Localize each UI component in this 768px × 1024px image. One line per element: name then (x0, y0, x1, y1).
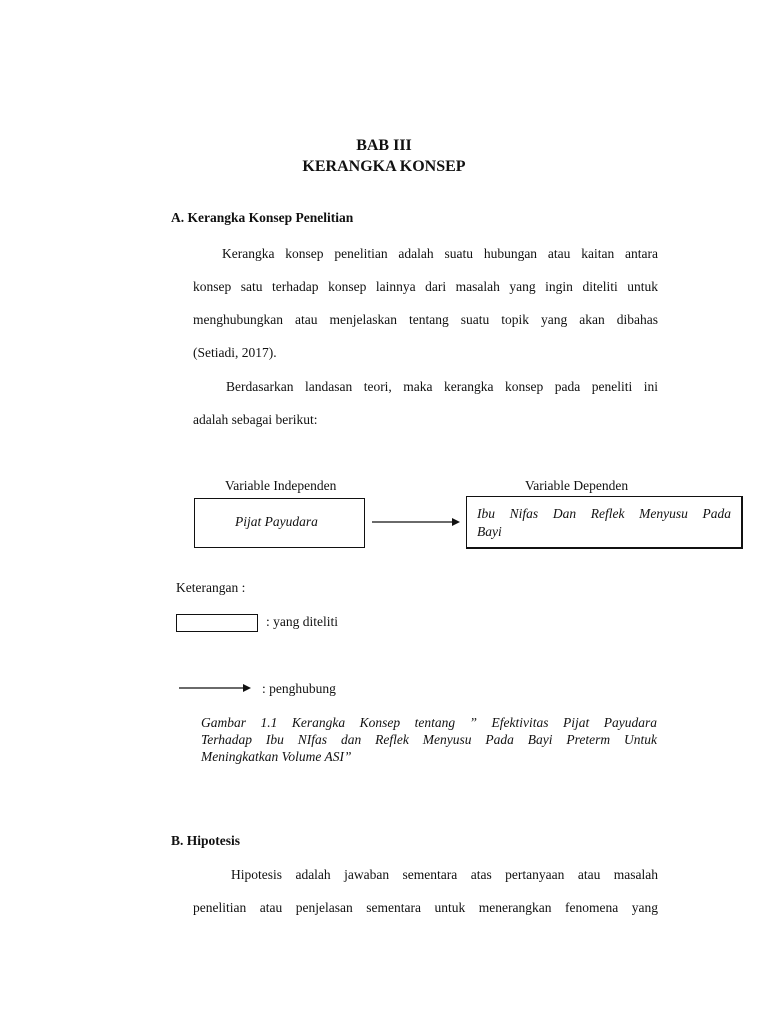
chapter-number: BAB III (356, 137, 412, 154)
caption-line: Terhadap Ibu NIfas dan Reflek Menyusu Pada Bayi Preterm Untuk (201, 732, 657, 747)
chapter-title: KERANGKA KONSEP (302, 158, 466, 175)
dependent-variable-text-line2: Bayi (477, 524, 502, 539)
figure-caption (201, 714, 657, 765)
independent-variable-label: Variable Independen (225, 478, 337, 493)
relationship-arrow (372, 515, 460, 529)
paragraph-line: adalah sebagai berikut: (193, 412, 318, 427)
paragraph-line: menghubungkan atau menjelaskan tentang suatu topik yang akan dibahas (193, 312, 658, 327)
section-a-paragraph-1 (193, 237, 658, 369)
paragraph-line: penelitian atau penjelasan sementara untuk menerangkan fenomena yang (193, 900, 658, 915)
section-a-paragraph-2 (193, 370, 658, 436)
paragraph-line: Berdasarkan landasan teori, maka kerangka konsep pada peneliti ini (226, 379, 658, 394)
legend-box-symbol (176, 614, 258, 632)
dependent-variable-label: Variable Dependen (525, 478, 629, 493)
section-b-heading: B. Hipotesis (171, 833, 241, 848)
legend-arrow-meaning: : penghubung (262, 681, 336, 696)
dependent-variable-box (466, 496, 743, 549)
section-b-paragraph-1 (193, 858, 658, 924)
caption-line: Meningkatkan Volume ASI” (201, 749, 352, 764)
independent-variable-text: Pijat Payudara (235, 514, 318, 529)
legend-arrow-symbol (179, 682, 251, 694)
dependent-variable-text-line1: Ibu Nifas Dan Reflek Menyusu Pada (477, 506, 731, 521)
paragraph-line: konsep satu terhadap konsep lainnya dari masalah yang ingin diteliti untuk (193, 279, 658, 294)
paragraph-line: Hipotesis adalah jawaban sementara atas pertanyaan atau masalah (231, 867, 658, 882)
independent-variable-box (194, 498, 365, 548)
section-a-heading: A. Kerangka Konsep Penelitian (171, 210, 354, 225)
caption-line: Gambar 1.1 Kerangka Konsep tentang ” Efektivitas Pijat Payudara (201, 715, 657, 730)
paragraph-line: (Setiadi, 2017). (193, 345, 277, 360)
legend-title: Keterangan : (176, 580, 246, 595)
legend-box-meaning: : yang diteliti (266, 614, 338, 629)
paragraph-line: Kerangka konsep penelitian adalah suatu hubungan atau kaitan antara (222, 246, 658, 261)
